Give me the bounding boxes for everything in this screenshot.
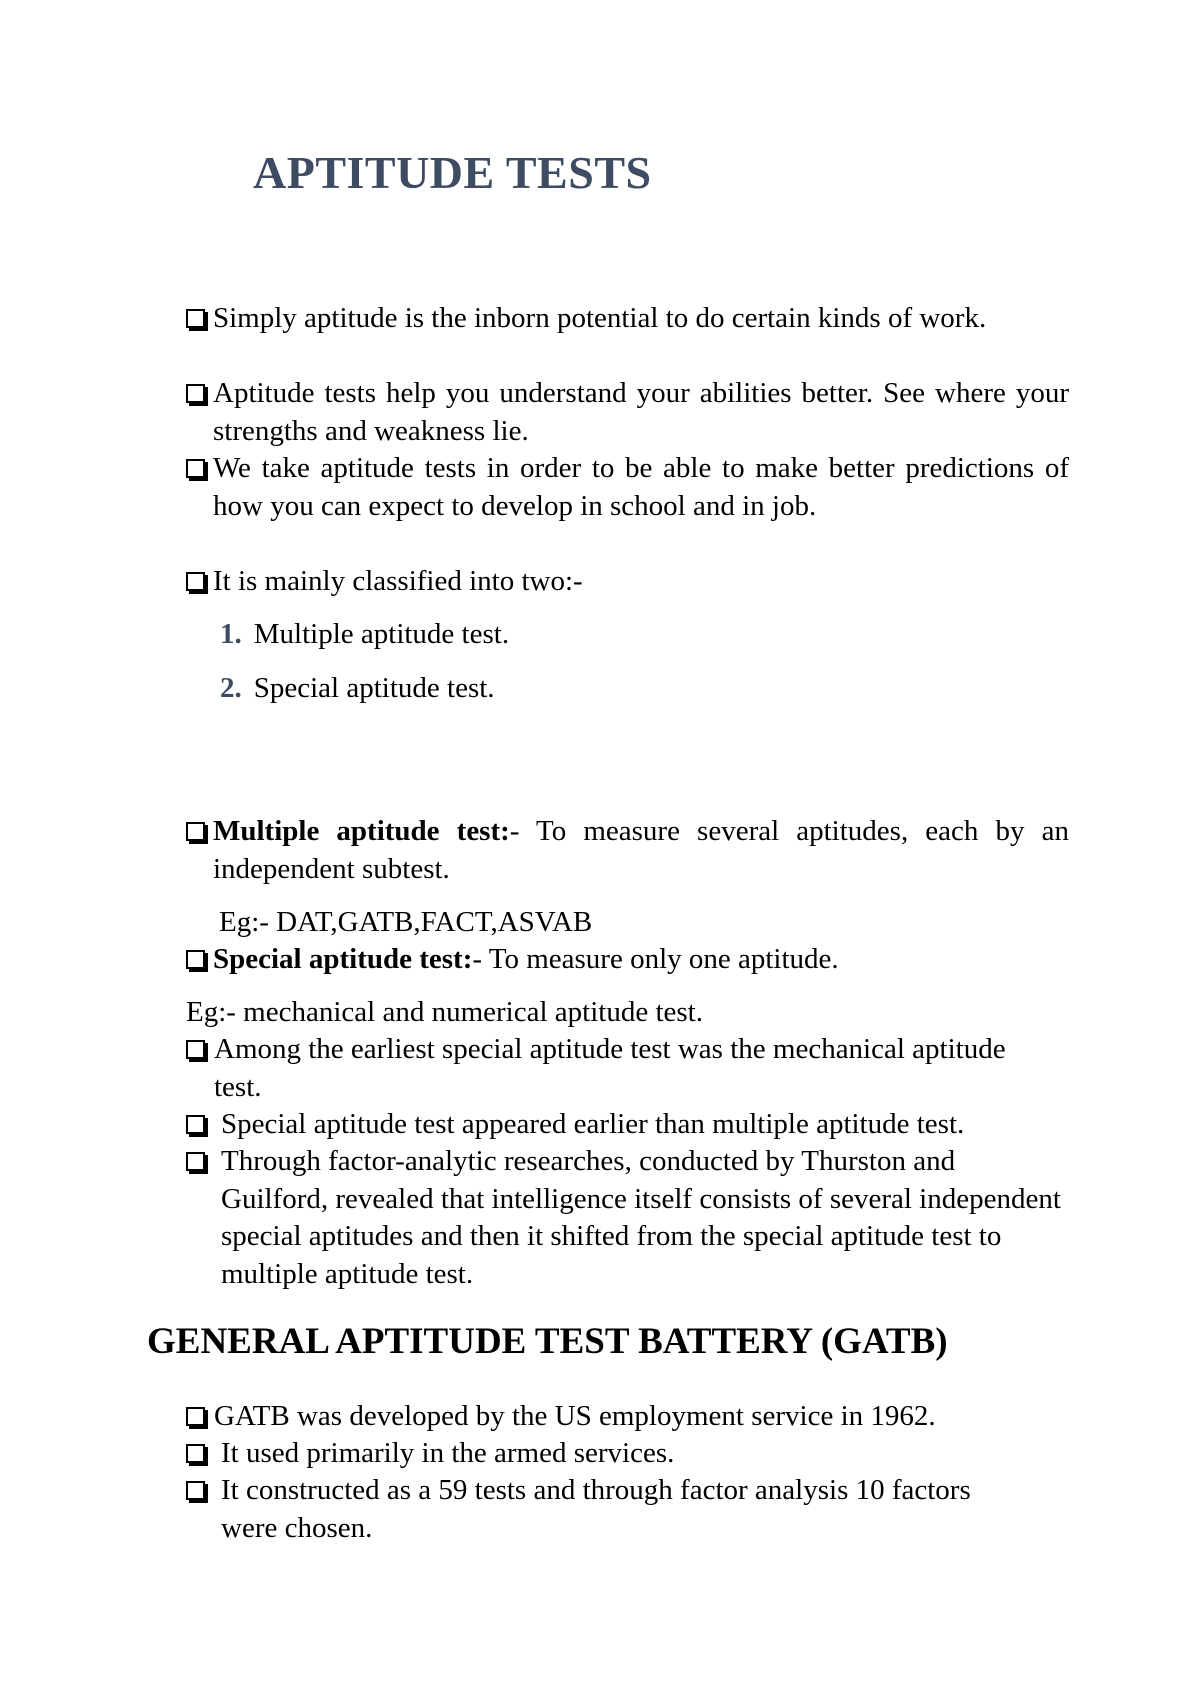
- page-title: APTITUDE TESTS: [253, 147, 652, 198]
- numbered-item: [220, 670, 495, 708]
- definition-term: Multiple aptitude test:: [213, 815, 510, 847]
- list-item: [186, 1031, 1006, 1106]
- checkbox-bullet-icon: [186, 1115, 205, 1134]
- list-item: [186, 1106, 1086, 1144]
- checkbox-bullet-icon: [186, 1481, 205, 1500]
- checkbox-bullet-icon: [186, 950, 205, 969]
- bullet-text: It is mainly classified into two:-: [213, 565, 583, 597]
- list-item: [186, 1143, 1069, 1293]
- checkbox-bullet-icon: [186, 309, 205, 328]
- list-item: [186, 1472, 986, 1547]
- bullet-text: Special aptitude test appeared earlier than multiple aptitude test.: [221, 1108, 965, 1140]
- definition-term: Special aptitude test:: [213, 943, 473, 975]
- bullet-text: [213, 813, 1069, 888]
- list-item: [186, 1398, 1069, 1436]
- bullet-text: Through factor-analytic researches, conducted by Thurston and Guilford, revealed that intelligence itself consists of several independent special aptitudes and then it shifted from the special aptitude test to multiple aptitude test.: [221, 1145, 1061, 1290]
- checkbox-bullet-icon: [186, 384, 205, 403]
- checkbox-bullet-icon: [186, 572, 205, 591]
- bullet-text: Simply aptitude is the inborn potential to do certain kinds of work.: [213, 302, 987, 334]
- list-item: [186, 941, 1069, 979]
- checkbox-bullet-icon: [186, 1040, 205, 1059]
- example-text: Eg:- DAT,GATB,FACT,ASVAB: [219, 906, 593, 938]
- checkbox-bullet-icon: [186, 822, 205, 841]
- list-item: [186, 813, 1069, 888]
- item-number: 1.: [220, 618, 242, 650]
- bullet-text: Aptitude tests help you understand your abilities better. See where your strengths and weakness lie.: [213, 377, 1069, 447]
- definition-text: - To measure only one aptitude.: [472, 943, 839, 975]
- checkbox-bullet-icon: [186, 459, 205, 478]
- checkbox-bullet-icon: [186, 1152, 205, 1171]
- list-item: [186, 375, 1069, 450]
- section-heading: GENERAL APTITUDE TEST BATTERY (GATB): [147, 1321, 948, 1362]
- example-text: Eg:- mechanical and numerical aptitude test.: [186, 996, 703, 1028]
- item-text: Multiple aptitude test.: [253, 618, 510, 650]
- bullet-text: Among the earliest special aptitude test was the mechanical aptitude test.: [214, 1033, 1006, 1103]
- item-text: Special aptitude test.: [253, 672, 495, 704]
- bullet-text: We take aptitude tests in order to be able to make better predictions of how you can expect to develop in school and in job.: [213, 452, 1069, 522]
- list-item: [186, 300, 1069, 338]
- bullet-text: It used primarily in the armed services.: [221, 1437, 675, 1469]
- item-number: 2.: [220, 672, 242, 704]
- numbered-item: [220, 616, 509, 654]
- bullet-text: It constructed as a 59 tests and through factor analysis 10 factors were chosen.: [221, 1474, 971, 1544]
- list-item: [186, 1435, 1069, 1473]
- bullet-text: [213, 941, 1069, 979]
- bullet-text: GATB was developed by the US employment service in 1962.: [214, 1400, 936, 1432]
- list-item: [186, 450, 1069, 525]
- checkbox-bullet-icon: [186, 1407, 205, 1426]
- list-item: [186, 563, 1069, 601]
- definition-text: - To measure several aptitudes, each by an independent subtest.: [213, 815, 1069, 885]
- checkbox-bullet-icon: [186, 1444, 205, 1463]
